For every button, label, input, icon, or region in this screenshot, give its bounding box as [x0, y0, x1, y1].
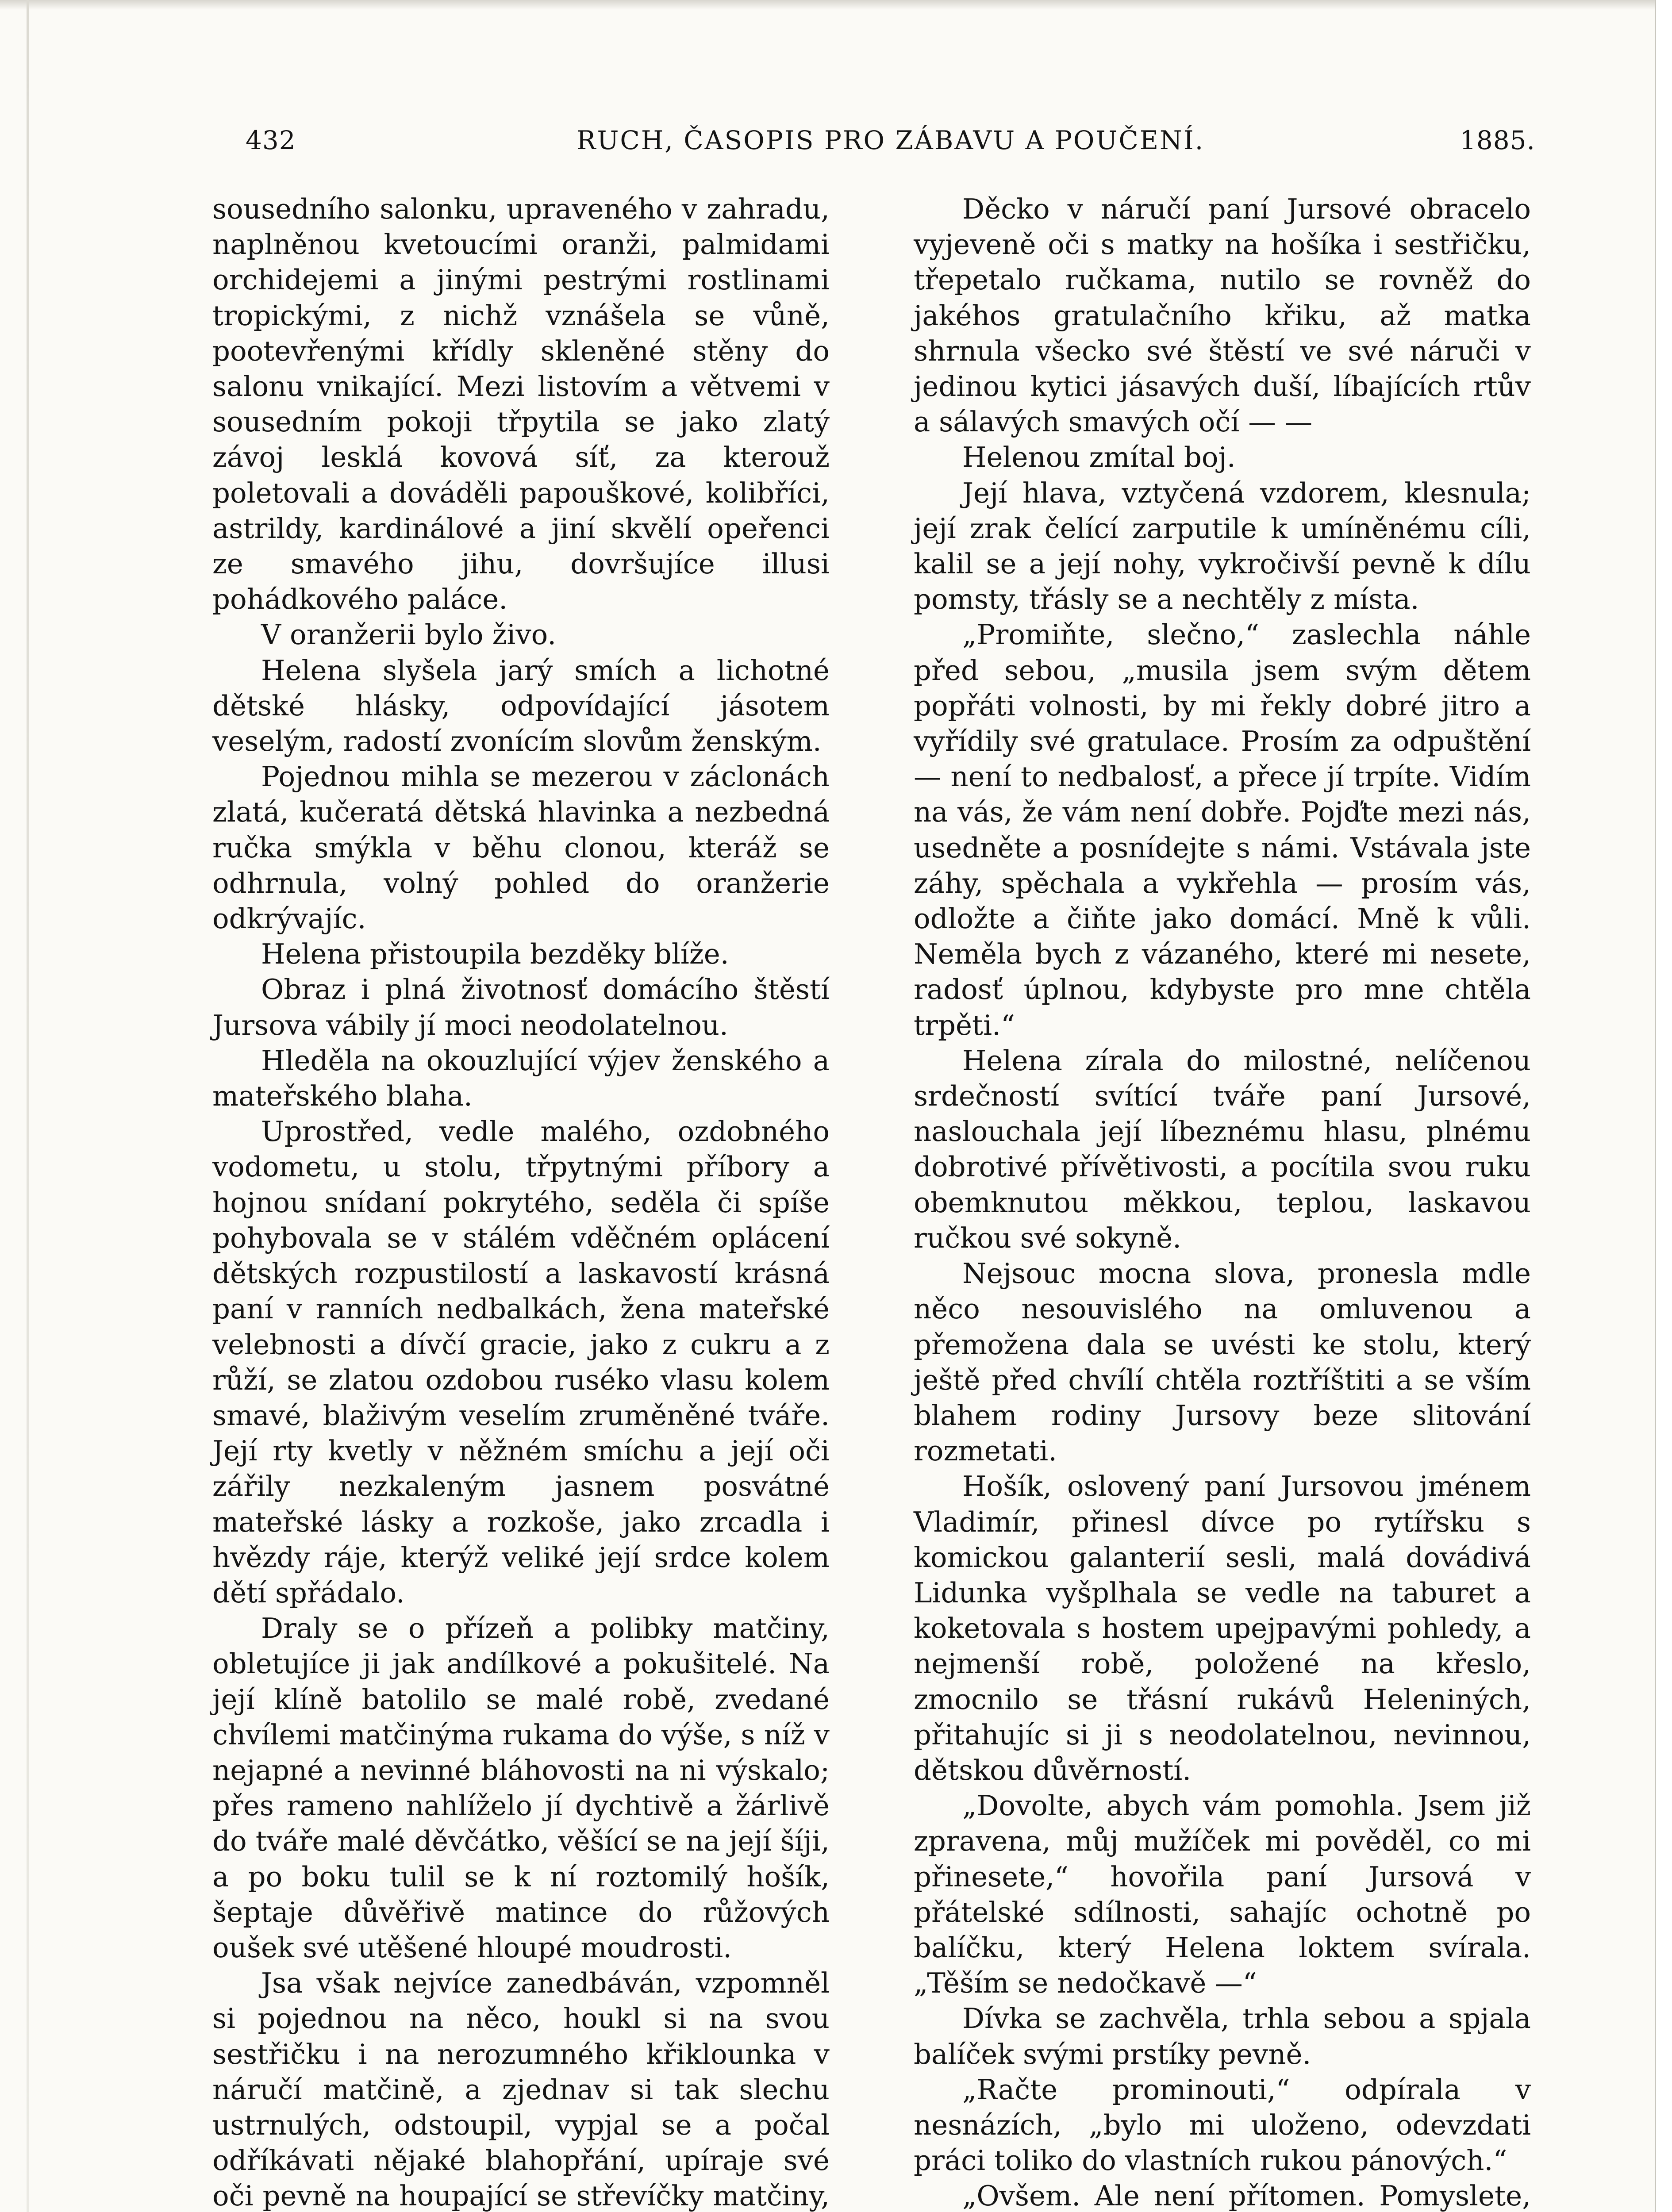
journal-title: RUCH, ČASOPIS PRO ZÁBAVU A POUČENÍ. — [576, 125, 1205, 155]
scan-top-edge — [0, 0, 1672, 10]
paragraph: V oranžerii bylo živo. — [261, 618, 557, 651]
page-number: 432 — [246, 125, 296, 155]
paragraph: Helena slyšela jarý smích a lichotné dětské hlásky, odpovídající jásotem veselým, radostí zvonícím slovům ženským. — [212, 654, 830, 758]
paragraph: Pojednou mihla se mezerou v záclonách zlatá, kučeratá dětská hlavinka a nezbedná ručka smýkla v běhu clonou, kteráž se odhrnula, volný pohled do oranžerie odkrývajíc. — [212, 760, 830, 935]
paragraph: Draly se o přízeň a polibky matčiny, obletujíce ji jak andílkové a pokušitelé. Na její klíně batolilo se malé robě, zvedané chvílemi matčinýma rukama do výše, s níž v nejapné a nevinné bláhovosti na ni výskalo; přes rameno nahlíželo jí dychtivě a žárlivě do tváře malé děvčátko, věšící se na její šíji, a po boku tulil se k ní roztomilý hošík, šeptaje důvěřivě matince do růžových oušek své utěšené hloupé moudrosti. — [212, 1612, 830, 1964]
paragraph: „Račte prominouti,“ odpírala v nesnázích, „bylo mi uloženo, odevzdati práci toliko do vlastních rukou pánových.“ — [914, 2073, 1531, 2177]
paragraph: Hleděla na okouzlující výjev ženského a mateřského blaha. — [212, 1044, 830, 1113]
paragraph: Dívka se zachvěla, trhla sebou a spjala balíček svými prstíky pevně. — [914, 2002, 1531, 2070]
paragraph: „Dovolte, abych vám pomohla. Jsem již zpravena, můj mužíček mi pověděl, co mi přinesete,“ hovořila paní Jursová v přátelské sdílnosti, sahajíc ochotně po balíčku, který Helena loktem svírala. „Těším se nedočkavě —“ — [914, 1790, 1531, 2000]
paragraph: „Ovšem. Ale není přítomen. Pomyslete, — [962, 2180, 1531, 2212]
paragraph: Hošík, oslovený paní Jursovou jménem Vladimír, přinesl dívce po rytířsku s komickou galanterií sesli, malá dovádivá Lidunka vyšplhala se vedle na taburet a koketovala s hostem upejpavými pohledy, a nejmenší robě, položené na křeslo, zmocnilo se třásní rukávů Heleniných, přitahujíc si ji s neodolatelnou, nevinnou, dětskou důvěrností. — [914, 1470, 1531, 1786]
paragraph: Helenou zmítal boj. — [962, 441, 1236, 474]
scan-right-margin — [1655, 0, 1672, 2212]
paragraph: Obraz i plná životnosť domácího štěstí Jursova vábily jí moci neodolatelnou. — [212, 973, 830, 1041]
publication-year: 1885. — [1459, 125, 1535, 155]
running-header — [246, 125, 1535, 165]
paragraph: Helena zírala do milostné, nelíčenou srdečností svítící tváře paní Jursové, naslouchala její líbeznému hlasu, plnému dobrotivé přívětivosti, a pocítila svou ruku obemknutou měkkou, teplou, laskavou ručkou své sokyně. — [914, 1044, 1531, 1254]
paragraph: Její hlava, vztyčená vzdorem, klesnula; její zrak čelící zarputile k umíněnému cíli, kalil se a její nohy, vykročivší pevně k dílu pomsty, třásly se a nechtěly z místa. — [914, 476, 1531, 616]
paragraph: Helena přistoupila bezděky blíže. — [261, 938, 729, 971]
right-column — [914, 192, 1531, 2212]
paragraph: Jsa však nejvíce zanedbáván, vzpomněl si pojednou na něco, houkl si na svou sestřičku i na nerozumného křiklounka v náručí matčině, a zjednav si tak slechu ustrnulých, odstoupil, vypjal se a počal odříkávati nějaké blahopřání, upíraje své oči pevně na houpající se střevíčky matčiny, — [212, 1967, 830, 2212]
left-column — [212, 192, 830, 2212]
paragraph: Nejsouc mocna slova, pronesla mdle něco nesouvislého na omluvenou a přemožena dala se uvésti ke stolu, který ještě před chvílí chtěla roztříštiti a se vším blahem rodiny Jursovy beze slitování rozmetati. — [914, 1257, 1531, 1467]
paragraph: Uprostřed, vedle malého, ozdobného vodometu, u stolu, třpytnými příbory a hojnou snídaní pokrytého, seděla či spíše pohybovala se v stálém vděčném oplácení dětských rozpustilostí a laskavostí krásná paní v ranních nedbalkách, žena mateřské velebnosti a dívčí gracie, jako z cukru a z růží, se zlatou ozdobou ruséko vlasu kolem smavé, blaživým veselím zruměněné tváře. Její rty kvetly v něžném smíchu a její oči zářily nezkaleným jasnem posvátné mateřské lásky a rozkoše, jako zrcadla i hvězdy ráje, kterýž veliké její srdce kolem dětí spřádalo. — [212, 1115, 830, 1609]
paragraph: „Promiňte, slečno,“ zaslechla náhle před sebou, „musila jsem svým dětem popřáti volnosti, by mi řekly dobré jitro a vyřídily své gratulace. Prosím za odpuštění — není to nedbalosť, a přece jí trpíte. Vidím na vás, že vám není dobře. Pojďte mezi nás, usedněte a posnídejte s námi. Vstávala jste záhy, spěchala a vykřehla — prosím vás, odložte a čiňte jako domácí. Mně k vůli. Neměla bych z vázaného, které mi nesete, radosť úplnou, kdybyste pro mne chtěla trpěti.“ — [914, 618, 1531, 1041]
scan-left-edge — [27, 0, 29, 2212]
paragraph: sousedního salonku, upraveného v zahradu, naplněnou kvetoucími oranži, palmidami orchidejemi a jinými pestrými rostlinami tropickými, z nichž vznášela se vůně, pootevřenými křídly skleněné stěny do salonu vnikající. Mezi listovím a větvemi v sousedním pokoji třpytila se jako zlatý závoj lesklá kovová síť, za kterouž poletovali a dováděli papouškové, kolibříci, astrildy, kardinálové a jiní skvělí opeřenci ze smavého jihu, dovršujíce illusi pohádkového paláce. — [212, 193, 830, 616]
paragraph: Děcko v náručí paní Jursové obracelo vyjeveně oči s matky na hošíka i sestřičku, třepetalo ručkama, nutilo se rovněž do jakéhos gratulačního křiku, až matka shrnula všecko své štěstí ve své náruči v jedinou kytici jásavých duší, líbajících rtův a sálavých smavých očí — — — [914, 193, 1531, 438]
